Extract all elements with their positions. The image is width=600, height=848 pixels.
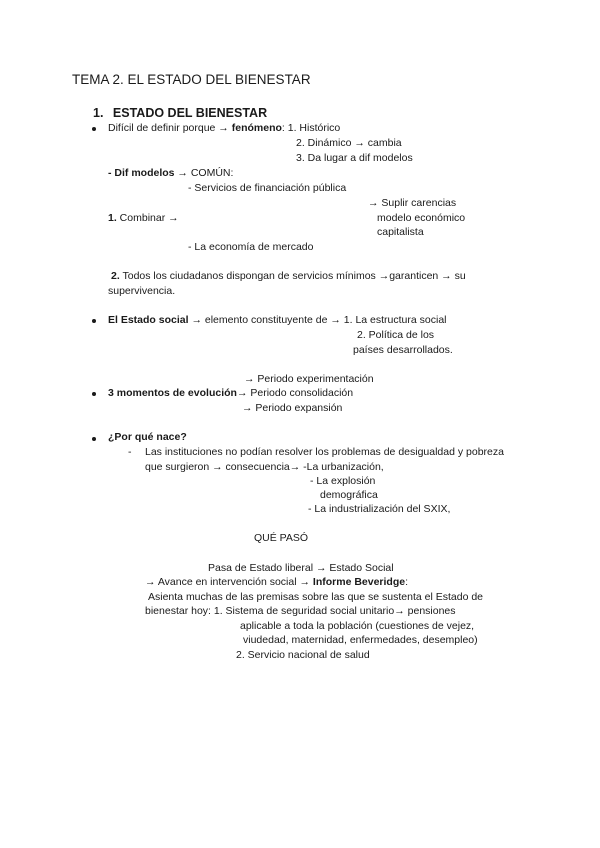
bullet-dot — [92, 437, 96, 441]
periodo-consolidacion: → Periodo consolidación — [236, 387, 354, 399]
section-title: ESTADO DEL BIENESTAR — [112, 106, 268, 120]
bullet-3-bold: 3 momentos de evolución — [108, 387, 237, 399]
bullet-1-line — [108, 122, 340, 135]
bullet-4-heading: ¿Por qué nace? — [108, 431, 187, 443]
bullet-dot — [92, 127, 96, 131]
bullet-2-rest: → elemento constituyente de → 1. La estructura social — [188, 314, 447, 326]
que-paso-line-2-end: : — [405, 576, 409, 588]
bullet-2-item-2b: países desarrollados. — [353, 344, 453, 356]
bullet-2-line — [108, 314, 447, 327]
que-paso-line-4: bienestar hoy: 1. Sistema de seguridad social unitario→ pensiones — [145, 605, 456, 617]
point-2-line-2: supervivencia. — [108, 285, 176, 297]
que-paso-line-2-text: → Avance en intervención social → — [145, 576, 313, 588]
bullet-4-line-4: demográfica — [320, 489, 378, 501]
economia-line: - La economía de mercado — [188, 241, 314, 253]
que-paso-line-1: Pasa de Estado liberal → Estado Social — [208, 562, 394, 574]
point-2-text: Todos los ciudadanos dispongan de servicios mínimos →garanticen → su — [119, 270, 466, 282]
que-paso-line-2 — [145, 576, 408, 589]
point-2-number: 2. — [111, 270, 120, 282]
combinar-number: 1. — [108, 212, 117, 224]
bullet-2-item-2: 2. Política de los — [357, 329, 435, 341]
bullet-4-line-3: - La explosión — [310, 475, 376, 487]
point-2-line-1 — [111, 270, 466, 283]
informe-beveridge: Informe Beveridge — [312, 576, 406, 588]
bullet-1-item-3: 3. Da lugar a dif modelos — [296, 152, 413, 164]
bullet-1-item-2: 2. Dinámico → cambia — [296, 137, 402, 149]
section-number: 1. — [93, 106, 104, 120]
bullet-dot — [92, 319, 96, 323]
bullet-3-line — [108, 387, 353, 400]
bullet-1-bold: fenómeno — [231, 122, 282, 134]
section-heading — [93, 106, 267, 121]
combinar-line — [108, 212, 179, 225]
que-paso-heading: QUÉ PASÓ — [254, 532, 309, 544]
que-paso-line-6: viudedad, maternidad, enfermedades, desempleo) — [243, 634, 478, 646]
suplir-line: → Suplir carencias — [368, 197, 457, 209]
page-title: TEMA 2. EL ESTADO DEL BIENESTAR — [72, 72, 311, 87]
bullet-1-suffix: : 1. Histórico — [281, 122, 341, 134]
dif-modelos-line — [108, 167, 233, 180]
bullet-1-prefix: Difícil de definir porque → — [108, 122, 232, 134]
bullet-2-bold: El Estado social — [108, 314, 189, 326]
periodo-experimentacion: → Periodo experimentación — [244, 373, 374, 385]
bullet-4-line-2: que surgieron → consecuencia→ -La urbanización, — [145, 461, 384, 473]
dif-modelos-rest: → COMÚN: — [174, 167, 234, 179]
combinar-text: Combinar → — [116, 212, 179, 224]
modelo-line: modelo económico — [377, 212, 466, 224]
que-paso-line-5: aplicable a toda la población (cuestiones de vejez, — [240, 620, 475, 632]
que-paso-line-7: 2. Servicio nacional de salud — [236, 649, 370, 661]
dif-modelos-bold: - Dif modelos — [108, 167, 175, 179]
bullet-4-line-1: Las instituciones no podían resolver los problemas de desigualdad y pobreza — [145, 446, 504, 458]
que-paso-line-3: Asienta muchas de las premisas sobre las que se sustenta el Estado de — [148, 591, 484, 603]
bullet-dot — [92, 392, 96, 396]
capitalista-line: capitalista — [377, 226, 424, 238]
sub-dash: - — [128, 446, 132, 458]
periodo-expansion: → Periodo expansión — [242, 402, 343, 414]
servicios-line: - Servicios de financiación pública — [188, 182, 347, 194]
bullet-4-line-5: - La industrialización del SXIX, — [308, 503, 451, 515]
